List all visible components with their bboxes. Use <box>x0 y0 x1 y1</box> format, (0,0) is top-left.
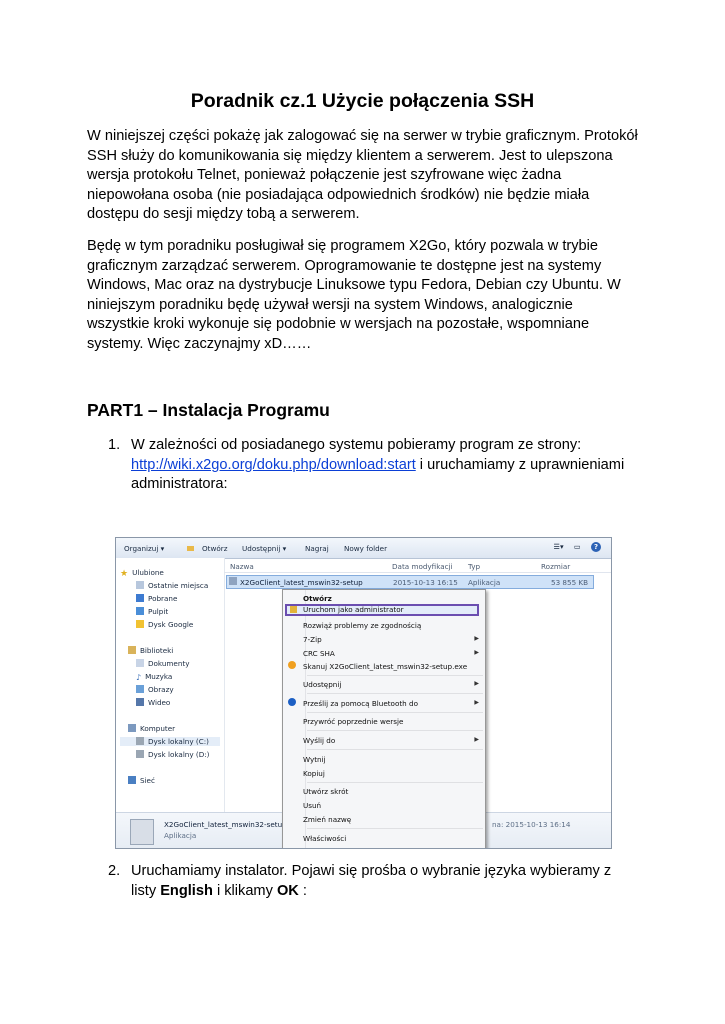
intro-paragraph <box>87 127 647 225</box>
page-title: Poradnik cz.1 Użycie połączenia SSH <box>190 90 535 112</box>
organize-button[interactable]: Organizuj ▾ <box>124 544 165 553</box>
desktop-icon <box>136 607 144 615</box>
list-number: 2. <box>108 863 121 879</box>
nav-item-computer[interactable]: Komputer <box>128 724 175 733</box>
menu-item-copy[interactable]: Kopiuj <box>303 769 325 778</box>
menu-item-rename[interactable]: Zmień nazwę <box>303 815 352 824</box>
nav-item-network[interactable]: Sieć <box>128 776 155 785</box>
google-drive-icon <box>136 620 144 628</box>
star-icon: ★ <box>120 569 129 579</box>
column-name[interactable]: Nazwa <box>230 562 254 571</box>
folder-icon <box>187 546 194 551</box>
details-date: na: 2015-10-13 16:14 <box>492 820 571 829</box>
nav-item-videos[interactable]: Wideo <box>136 698 170 707</box>
step-line: W zależności od posiadanego systemu pobieramy program ze strony: <box>131 437 582 453</box>
navigation-pane <box>116 558 225 812</box>
preview-pane-icon[interactable]: ▭ <box>573 542 581 551</box>
context-menu <box>282 589 486 849</box>
computer-icon <box>128 724 136 732</box>
bluetooth-icon <box>288 698 296 706</box>
new-folder-button[interactable]: Nowy folder <box>344 544 388 553</box>
nav-item-recent[interactable]: Ostatnie miejsca <box>136 581 208 590</box>
menu-item-share[interactable]: Udostępnij <box>303 680 342 689</box>
step-line-end: : <box>298 882 307 899</box>
nav-item-favorites[interactable]: ★ Ulubione <box>120 568 164 579</box>
view-options-icon[interactable]: ☰▾ <box>553 542 564 551</box>
text-line: SSH służy do komunikowania się między klientem a serwerem. Jest to ulepszona <box>87 147 613 164</box>
column-date[interactable]: Data modyfikacji <box>392 562 453 571</box>
step-line-start: listy <box>131 882 161 899</box>
menu-item-cut[interactable]: Wytnij <box>303 755 326 764</box>
menu-item-7zip[interactable]: 7-Zip <box>303 635 322 644</box>
menu-item-restore-versions[interactable]: Przywróć poprzednie wersje <box>303 717 404 726</box>
text-line: dostępu do sesji między tobą a serwerem. <box>87 206 360 223</box>
step-text <box>131 436 647 495</box>
file-row[interactable] <box>226 575 594 589</box>
text-line: W niniejszej części pokażę jak zalogować się na serwer w trybie graficznym. Protokół <box>87 128 638 144</box>
music-icon: ♪ <box>136 673 142 682</box>
nav-item-desktop[interactable]: Pulpit <box>136 607 168 616</box>
menu-item-crc-sha[interactable]: CRC SHA <box>303 649 335 658</box>
list-item-step-2 <box>87 862 647 901</box>
submenu-arrow-icon: ▶ <box>474 649 479 656</box>
menu-item-scan[interactable]: Skanuj X2GoClient_latest_mswin32-setup.exe <box>303 662 468 671</box>
shield-icon <box>290 606 297 613</box>
text-line: graficznym zarządzać serwerem. Oprogramowanie te dostępne jest na systemy <box>87 257 602 274</box>
submenu-arrow-icon: ▶ <box>474 680 479 687</box>
list-number: 1. <box>108 437 121 453</box>
column-size[interactable]: Rozmiar <box>541 562 571 571</box>
submenu-arrow-icon: ▶ <box>474 635 479 642</box>
menu-item-create-shortcut[interactable]: Utwórz skrót <box>303 787 349 796</box>
text-line: systemy. Więc zaczynajmy xD…… <box>87 335 312 352</box>
file-name: X2GoClient_latest_mswin32-setup <box>240 578 363 587</box>
toolbar-icons <box>546 542 601 552</box>
installer-large-icon <box>130 819 154 845</box>
documents-icon <box>136 659 144 667</box>
menu-item-bluetooth[interactable]: Prześlij za pomocą Bluetooth do <box>303 699 418 708</box>
nav-item-music[interactable]: ♪ Muzyka <box>136 672 173 682</box>
downloads-icon <box>136 594 144 602</box>
share-button[interactable]: Udostępnij ▾ <box>242 544 287 553</box>
installer-icon <box>229 577 237 585</box>
list-item-step-1 <box>87 436 647 495</box>
nav-item-pictures[interactable]: Obrazy <box>136 685 174 694</box>
nav-item-google-drive[interactable]: Dysk Google <box>136 620 193 629</box>
disk-icon <box>136 737 144 745</box>
nav-item-disk-c[interactable]: Dysk lokalny (C:) <box>120 737 220 746</box>
menu-item-open[interactable]: Otwórz <box>303 594 332 603</box>
open-button[interactable]: Otwórz <box>202 544 228 553</box>
burn-button[interactable]: Nagraj <box>305 544 329 553</box>
step-line-rest: i uruchamiamy z uprawnieniami <box>415 456 625 473</box>
details-file-name: X2GoClient_latest_mswin32-setu <box>164 820 283 829</box>
text-line: wszystkie kroki wykonuje się podobnie w wersjach na pozostałe, wspomniane <box>87 316 590 333</box>
step-line-mid: i klikamy <box>212 882 277 899</box>
step-line: administratora: <box>131 476 228 493</box>
column-type[interactable]: Typ <box>468 562 481 571</box>
help-icon[interactable]: ? <box>591 542 601 552</box>
pictures-icon <box>136 685 144 693</box>
menu-item-troubleshoot[interactable]: Rozwiąż problemy ze zgodnością <box>303 621 422 630</box>
step-line: Uruchamiamy instalator. Pojawi się prośba o wybranie języka wybieramy z <box>131 863 612 879</box>
nav-item-libraries[interactable]: Biblioteki <box>128 646 173 655</box>
submenu-arrow-icon: ▶ <box>474 699 479 706</box>
disk-icon <box>136 750 144 758</box>
text-line: Windows, Mac oraz na dystrybucje Linuksowe typu Fedora, Debian czy Ubuntu. W <box>87 277 621 294</box>
text-line: niniejszym poradniku będę używał wersji na system Windows, analogicznie <box>87 296 573 313</box>
section-heading: PART1 – Instalacja Programu <box>87 400 330 420</box>
nav-item-documents[interactable]: Dokumenty <box>136 659 189 668</box>
column-headers <box>224 558 611 573</box>
file-date: 2015-10-13 16:15 <box>393 578 458 587</box>
recent-places-icon <box>136 581 144 589</box>
nav-item-downloads[interactable]: Pobrane <box>136 594 177 603</box>
menu-item-send-to[interactable]: Wyślij do <box>303 736 336 745</box>
explorer-screenshot <box>115 537 612 849</box>
libraries-icon <box>128 646 136 654</box>
menu-item-run-as-admin[interactable]: Uruchom jako administrator <box>285 604 479 616</box>
menu-item-properties[interactable]: Właściwości <box>303 834 347 843</box>
videos-icon <box>136 698 144 706</box>
text-line: Będę w tym poradniku posługiwał się programem X2Go, który pozwala w trybie <box>87 238 599 254</box>
antivirus-icon <box>288 661 296 669</box>
file-size: 53 855 KB <box>551 578 589 587</box>
text-line: wersja protokołu Telnet, ponieważ połączenie jest szyfrowane więc żadna <box>87 167 562 184</box>
submenu-arrow-icon: ▶ <box>474 736 479 743</box>
download-link[interactable]: http://wiki.x2go.org/doku.php/download:start <box>131 456 416 473</box>
menu-item-delete[interactable]: Usuń <box>303 801 322 810</box>
english-option: English <box>160 882 213 899</box>
file-type: Aplikacja <box>468 578 501 587</box>
step-text <box>131 862 647 901</box>
ok-label: OK <box>276 882 299 899</box>
details-file-type: Aplikacja <box>164 831 197 840</box>
nav-item-disk-d[interactable]: Dysk lokalny (D:) <box>136 750 209 759</box>
text-line: niepowołana osoba (nie posiadająca odpowiednich środków) nie będzie miała <box>87 186 590 203</box>
network-icon <box>128 776 136 784</box>
second-paragraph <box>87 237 647 355</box>
